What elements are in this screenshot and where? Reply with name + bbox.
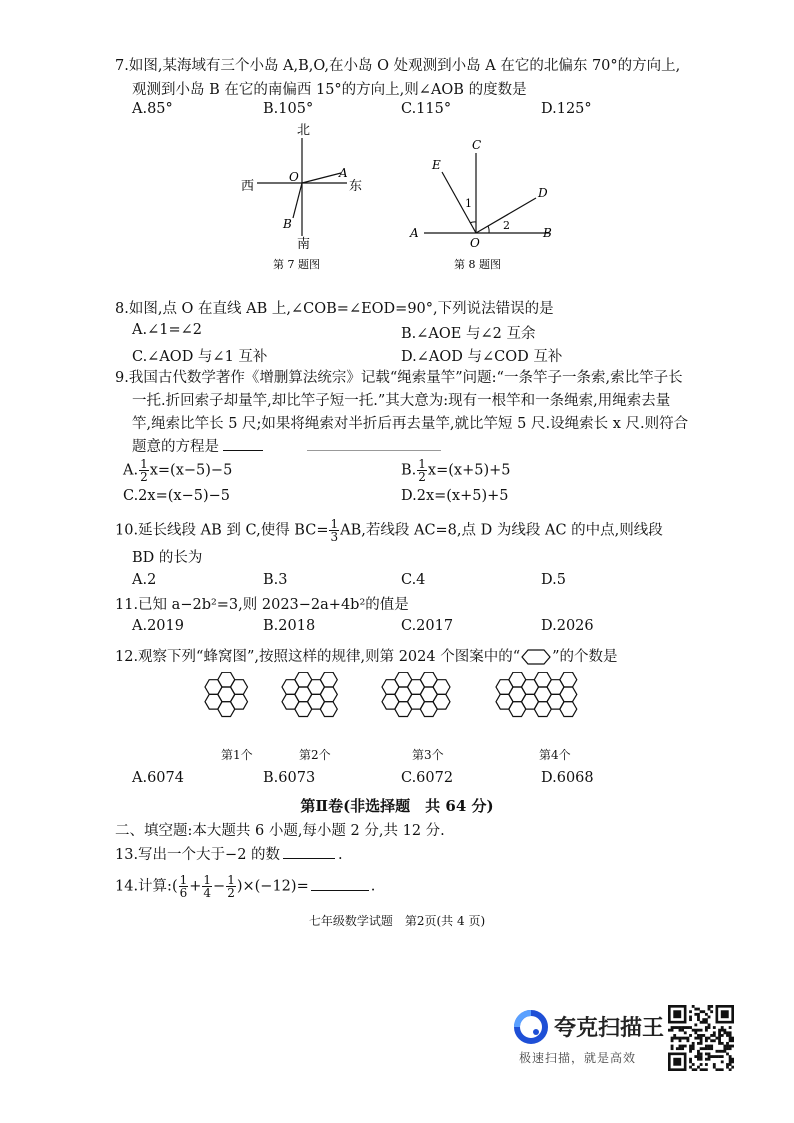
watermark-slogan: 极速扫描，就是高效: [519, 1051, 637, 1065]
qr-module: [708, 1008, 711, 1011]
q10-stem-line2: BD 的长为: [132, 550, 203, 566]
fig8-angle2-label: 2: [503, 219, 510, 232]
fig8-c-label: C: [472, 138, 482, 152]
watermark-brand: 夸克扫描王: [554, 1016, 665, 1041]
qr-module: [686, 1026, 689, 1029]
qr-module: [673, 1034, 676, 1037]
qr-module: [694, 1068, 697, 1071]
qr-module: [721, 1029, 724, 1032]
q12-figure-2: [280, 672, 365, 737]
q8-option-a: A.∠1=∠2: [132, 322, 202, 338]
qr-module: [716, 1037, 719, 1040]
qr-module: [716, 1068, 719, 1071]
qr-module: [697, 1013, 700, 1016]
qr-module: [684, 1037, 687, 1040]
qr-module: [729, 1045, 732, 1048]
honeycomb-cell: [433, 694, 450, 709]
qr-module: [708, 1058, 711, 1061]
qr-module: [731, 1066, 734, 1069]
qr-module: [713, 1039, 716, 1042]
qr-module: [694, 1013, 697, 1016]
page-footer: 七年级数学试题 第2页(共 4 页): [308, 914, 486, 928]
qr-module: [679, 1037, 682, 1040]
qr-module: [679, 1029, 682, 1032]
fig7-west-label: 西: [241, 179, 255, 194]
qr-module: [671, 1045, 674, 1048]
q12-option-b: B.6073: [263, 770, 316, 786]
q12-caption-1: 第1个: [221, 748, 253, 762]
qr-module: [697, 1034, 700, 1037]
qr-module: [710, 1039, 713, 1042]
qr-module: [731, 1037, 734, 1040]
q9-option-c: C.2x=(x−5)−5: [123, 488, 230, 504]
q12-stem: 12.观察下列“蜂窝图”,按照这样的规律,则第 2024 个图案中的“ ”的个数是: [115, 649, 618, 665]
qr-module: [697, 1029, 700, 1032]
fig7-o-label: O: [289, 170, 299, 184]
honeycomb-cell: [560, 687, 577, 702]
qr-module: [700, 1058, 703, 1061]
qr-module: [694, 1031, 697, 1034]
qr-module: [721, 1034, 724, 1037]
q10-option-c: C.4: [401, 572, 426, 588]
qr-module: [708, 1053, 711, 1056]
qr-module: [700, 1055, 703, 1058]
qr-module: [673, 1026, 676, 1029]
qr-module: [713, 1026, 716, 1029]
q7-stem-line2: 观测到小岛 B 在它的南偏西 15°的方向上,则∠AOB 的度数是: [132, 82, 527, 98]
qr-module: [705, 1026, 708, 1029]
qr-module: [671, 1026, 674, 1029]
qr-module: [697, 1042, 700, 1045]
q11-option-a: A.2019: [132, 618, 184, 634]
fig7-caption: 第 7 题图: [273, 258, 320, 271]
qr-module: [697, 1016, 700, 1019]
section-2-title: 第Ⅱ卷(非选择题 共 64 分): [300, 797, 494, 815]
q11-option-d: D.2026: [541, 618, 594, 634]
qr-module: [676, 1026, 679, 1029]
qr-module: [676, 1037, 679, 1040]
qr-module: [729, 1055, 732, 1058]
q11-option-b: B.2018: [263, 618, 316, 634]
fig7-east-label: 东: [349, 179, 363, 194]
qr-module: [684, 1031, 687, 1034]
qr-module: [689, 1060, 692, 1063]
qr-module: [726, 1047, 729, 1050]
qr-finder-core: [673, 1010, 681, 1018]
qr-module: [729, 1034, 732, 1037]
qr-module: [718, 1034, 721, 1037]
qr-module: [679, 1026, 682, 1029]
hexagon-icon: [520, 648, 552, 666]
q7-option-b: B.105°: [263, 101, 314, 117]
qr-module: [705, 1029, 708, 1032]
qr-module: [708, 1016, 711, 1019]
qr-module: [689, 1016, 692, 1019]
honeycomb-cell: [433, 680, 450, 695]
qr-module: [702, 1047, 705, 1050]
qr-module: [713, 1066, 716, 1069]
q12-option-c: C.6072: [401, 770, 454, 786]
qr-module: [718, 1042, 721, 1045]
q8-option-b: B.∠AOE 与∠2 互余: [401, 326, 536, 342]
q13-stem: 13.写出一个大于−2 的数 .: [115, 847, 343, 863]
qr-module: [705, 1021, 708, 1024]
qr-module: [673, 1037, 676, 1040]
qr-module: [694, 1037, 697, 1040]
qr-module: [705, 1039, 708, 1042]
q7-option-d: D.125°: [541, 101, 592, 117]
qr-module: [676, 1047, 679, 1050]
qr-module: [697, 1050, 700, 1053]
qr-module: [731, 1058, 734, 1061]
q8-option-c: C.∠AOD 与∠1 互补: [132, 349, 268, 365]
q7-option-c: C.115°: [401, 101, 452, 117]
qr-module: [708, 1023, 711, 1026]
qr-module: [729, 1037, 732, 1040]
qr-module: [729, 1063, 732, 1066]
qr-code: [668, 1005, 734, 1071]
q10-option-d: D.5: [541, 572, 566, 588]
fig8-o-label: O: [470, 236, 480, 250]
qr-module: [700, 1039, 703, 1042]
q8-figure: [402, 135, 562, 272]
qr-module: [692, 1063, 695, 1066]
qr-module: [721, 1026, 724, 1029]
qr-module: [700, 1053, 703, 1056]
qr-module: [705, 1053, 708, 1056]
qr-module: [692, 1005, 695, 1008]
qr-module: [726, 1063, 729, 1066]
qr-module: [689, 1066, 692, 1069]
qr-module: [710, 1047, 713, 1050]
qr-finder-core: [673, 1058, 681, 1066]
qr-module: [708, 1026, 711, 1029]
qr-module: [700, 1063, 703, 1066]
qr-module: [702, 1021, 705, 1024]
qr-module: [681, 1037, 684, 1040]
qr-module: [697, 1058, 700, 1061]
qr-module: [671, 1039, 674, 1042]
honeycomb-cell: [320, 702, 337, 717]
qr-module: [692, 1068, 695, 1071]
qr-module: [718, 1068, 721, 1071]
qr-module: [679, 1047, 682, 1050]
qr-module: [692, 1042, 695, 1045]
qr-module: [718, 1031, 721, 1034]
honeycomb-cell: [231, 680, 248, 695]
q14-stem: 14.计算:( $\frac{1}{6}$ + $\frac{1}{4}$ − $\frac{1}{2}$ )×(−12)= .: [115, 873, 376, 900]
qr-module: [726, 1045, 729, 1048]
qr-module: [708, 1005, 711, 1008]
qr-module: [694, 1008, 697, 1011]
qr-module: [700, 1047, 703, 1050]
qr-module: [713, 1031, 716, 1034]
qr-module: [710, 1055, 713, 1058]
honeycomb-cell: [231, 694, 248, 709]
qr-module: [702, 1010, 705, 1013]
qr-module: [705, 1058, 708, 1061]
qr-module: [713, 1063, 716, 1066]
q10-stem-line1: 10.延长线段 AB 到 C,使得 BC= $\frac{1}{3}$ AB,若线段 AC=8,点 D 为线段 AC 的中点,则线段: [115, 517, 663, 544]
qr-module: [729, 1058, 732, 1061]
qr-module: [694, 1029, 697, 1032]
qr-module: [723, 1031, 726, 1034]
qr-module: [710, 1045, 713, 1048]
qr-module: [705, 1045, 708, 1048]
fig8-caption: 第 8 题图: [454, 258, 501, 271]
qr-module: [708, 1045, 711, 1048]
qr-module: [681, 1026, 684, 1029]
fig7-south-label: 南: [297, 237, 311, 252]
fig7-b-label: B: [283, 217, 292, 231]
qr-module: [681, 1029, 684, 1032]
qr-module: [718, 1055, 721, 1058]
qr-module: [705, 1063, 708, 1066]
qr-module: [671, 1047, 674, 1050]
qr-module: [721, 1055, 724, 1058]
q9-stem-line4: 题意的方程是: [132, 437, 441, 457]
qr-module: [697, 1053, 700, 1056]
qr-module: [689, 1026, 692, 1029]
qr-module: [718, 1029, 721, 1032]
qr-module: [694, 1023, 697, 1026]
qr-module: [731, 1039, 734, 1042]
fig8-b-label: B: [543, 226, 552, 240]
qr-module: [721, 1060, 724, 1063]
qr-module: [710, 1005, 713, 1008]
qr-module: [700, 1037, 703, 1040]
qr-module: [700, 1010, 703, 1013]
qr-module: [713, 1055, 716, 1058]
qr-module: [718, 1039, 721, 1042]
q7-figure: [235, 120, 375, 272]
qr-module: [686, 1039, 689, 1042]
qr-module: [689, 1058, 692, 1061]
q11-stem: 11.已知 a−2b²=3,则 2023−2a+4b²的值是: [115, 597, 409, 613]
qr-module: [718, 1050, 721, 1053]
qr-module: [710, 1010, 713, 1013]
qr-module: [708, 1047, 711, 1050]
qr-module: [721, 1050, 724, 1053]
qr-module: [692, 1029, 695, 1032]
qr-module: [729, 1026, 732, 1029]
qr-module: [713, 1034, 716, 1037]
qr-module: [731, 1045, 734, 1048]
qr-module: [689, 1050, 692, 1053]
qr-module: [726, 1066, 729, 1069]
qr-module: [689, 1047, 692, 1050]
honeycomb-cell: [560, 672, 577, 687]
fig8-a-label: A: [410, 226, 419, 240]
q8-option-d: D.∠AOD 与∠COD 互补: [401, 349, 563, 365]
qr-module: [726, 1031, 729, 1034]
q12-option-d: D.6068: [541, 770, 594, 786]
q12-caption-4: 第4个: [539, 748, 571, 762]
q9-stem-line2: 一托.折回索子却量竿,却比竿子短一托.”其大意为:现有一根竿和一条绳索,用绳索去量: [132, 393, 671, 409]
q12-caption-3: 第3个: [412, 748, 444, 762]
qr-module: [716, 1055, 719, 1058]
qr-module: [684, 1026, 687, 1029]
qr-module: [729, 1068, 732, 1071]
qr-module: [697, 1037, 700, 1040]
honeycomb-cell: [560, 702, 577, 717]
q12-option-a: A.6074: [132, 770, 184, 786]
qr-module: [671, 1037, 674, 1040]
qr-module: [686, 1037, 689, 1040]
qr-module: [697, 1018, 700, 1021]
fill-in-heading: 二、填空题:本大题共 6 小题,每小题 2 分,共 12 分.: [115, 823, 445, 839]
q11-option-c: C.2017: [401, 618, 454, 634]
qr-module: [729, 1060, 732, 1063]
qr-module: [697, 1008, 700, 1011]
qr-module: [689, 1018, 692, 1021]
qr-module: [700, 1029, 703, 1032]
qr-module: [705, 1047, 708, 1050]
qr-module: [721, 1068, 724, 1071]
qr-module: [731, 1060, 734, 1063]
qr-module: [697, 1066, 700, 1069]
qr-module: [708, 1055, 711, 1058]
qr-module: [723, 1045, 726, 1048]
qr-module: [708, 1037, 711, 1040]
qr-module: [694, 1055, 697, 1058]
qr-module: [702, 1034, 705, 1037]
qr-module: [729, 1039, 732, 1042]
q10-option-b: B.3: [263, 572, 288, 588]
qr-module: [723, 1029, 726, 1032]
qr-module: [705, 1013, 708, 1016]
qr-module: [702, 1068, 705, 1071]
qr-module: [700, 1034, 703, 1037]
fig7-a-label: A: [339, 166, 348, 180]
qr-module: [679, 1045, 682, 1048]
qr-module: [721, 1042, 724, 1045]
qr-module: [689, 1010, 692, 1013]
scanner-logo-icon: [514, 1010, 548, 1048]
qr-module: [705, 1068, 708, 1071]
q8-stem: 8.如图,点 O 在直线 AB 上,∠COB=∠EOD=90°,下列说法错误的是: [115, 301, 554, 317]
q10-option-a: A.2: [132, 572, 157, 588]
qr-module: [679, 1039, 682, 1042]
qr-module: [700, 1068, 703, 1071]
qr-module: [726, 1042, 729, 1045]
q7-stem-line1: 7.如图,某海域有三个小岛 A,B,O,在小岛 O 处观测到小岛 A 在它的北偏东 70°的方向上,: [115, 58, 681, 74]
q12-figure-4: [494, 672, 619, 737]
q9-stem-line1: 9.我国古代数学著作《增删算法统宗》记载“绳索量竿”问题:“一条竿子一条索,索比竿子长: [115, 370, 683, 386]
qr-module: [726, 1053, 729, 1056]
qr-module: [705, 1018, 708, 1021]
qr-module: [689, 1034, 692, 1037]
q12-caption-2: 第2个: [299, 748, 331, 762]
q7-option-a: A.85°: [132, 101, 173, 117]
fig8-d-label: D: [538, 186, 548, 200]
qr-module: [726, 1034, 729, 1037]
qr-module: [689, 1045, 692, 1048]
q12-figure-3: [380, 672, 485, 737]
honeycomb-cell: [320, 687, 337, 702]
qr-module: [723, 1047, 726, 1050]
qr-module: [723, 1050, 726, 1053]
qr-module: [692, 1047, 695, 1050]
q9-stem-line3: 竿,绳索比竿长 5 尺;如果将绳索对半折后再去量竿,就比竿短 5 尺.设绳索长 x 尺.则符合: [132, 416, 689, 432]
qr-module: [729, 1047, 732, 1050]
qr-module: [681, 1045, 684, 1048]
qr-module: [700, 1042, 703, 1045]
q9-option-a: A. $\frac{1}{2}$ x=(x−5)−5: [123, 457, 233, 484]
qr-module: [710, 1034, 713, 1037]
honeycomb-cell: [320, 672, 337, 687]
qr-finder-core: [721, 1010, 729, 1018]
qr-module: [697, 1055, 700, 1058]
fig7-north-label: 北: [297, 123, 311, 138]
qr-module: [668, 1029, 671, 1032]
qr-module: [718, 1037, 721, 1040]
qr-module: [700, 1021, 703, 1024]
qr-module: [671, 1029, 674, 1032]
qr-module: [716, 1050, 719, 1053]
qr-module: [702, 1018, 705, 1021]
qr-module: [681, 1047, 684, 1050]
q9-option-b: B. $\frac{1}{2}$ x=(x+5)+5: [401, 457, 511, 484]
qr-module: [692, 1045, 695, 1048]
qr-module: [684, 1045, 687, 1048]
q9-option-d: D.2x=(x+5)+5: [401, 488, 509, 504]
fig8-e-label: E: [432, 158, 441, 172]
q12-figure-1: [203, 672, 268, 737]
fig8-angle1-label: 1: [465, 197, 472, 210]
qr-module: [705, 1037, 708, 1040]
qr-module: [729, 1031, 732, 1034]
